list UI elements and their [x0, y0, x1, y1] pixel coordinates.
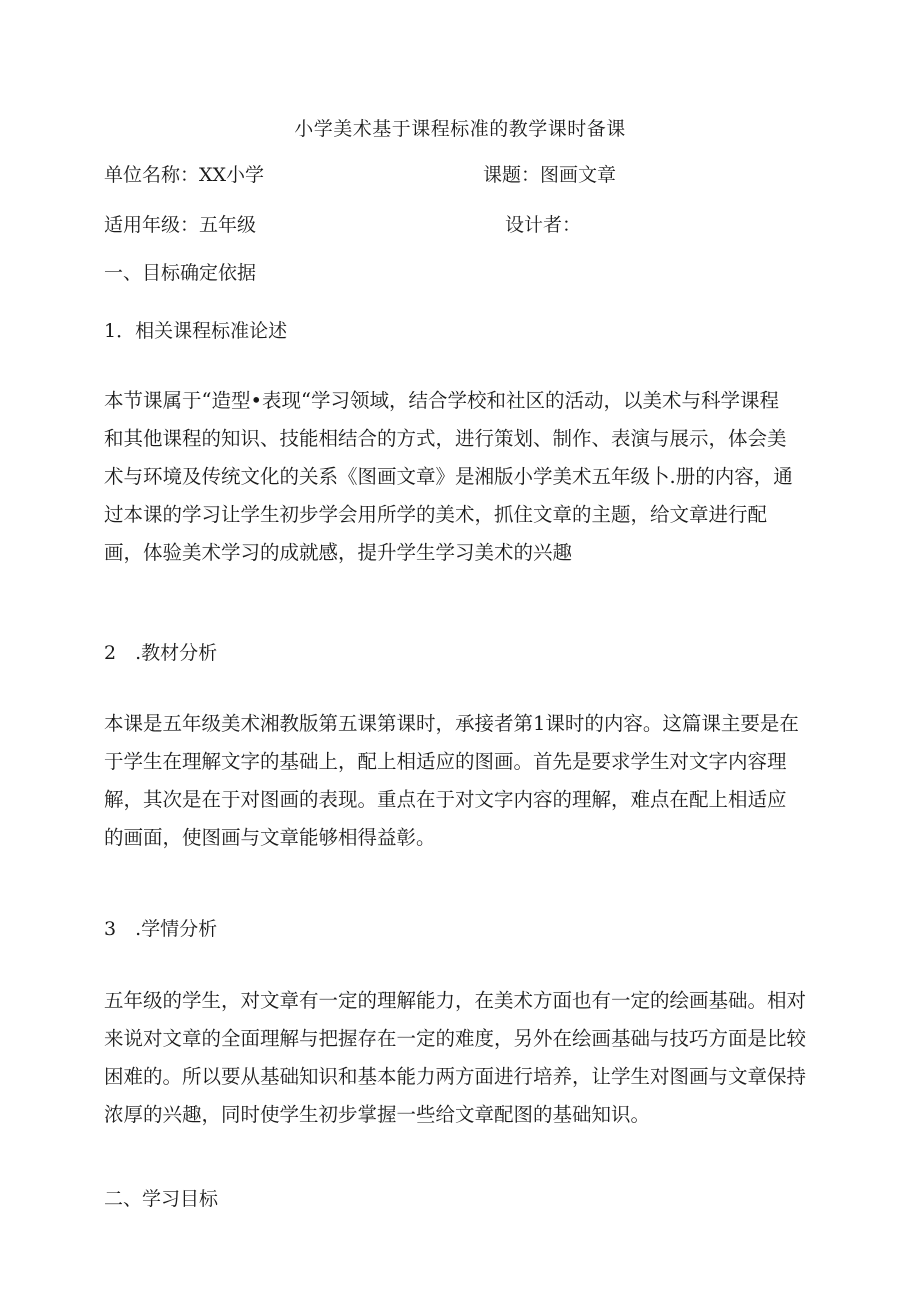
subsection-heading-textbook-analysis: 2 .教材分析	[104, 642, 218, 664]
paragraph-line: 五年级的学生，对文章有一定的理解能力，在美术方面也有一定的绘画基础。相对	[104, 989, 807, 1012]
paragraph-line: 的画面，使图画与文章能够相得益彰。	[104, 826, 436, 849]
paragraph-line: 来说对文章的全面理解与把握存在一定的难度，另外在绘画基础与技巧方面是比较	[104, 1027, 807, 1050]
lesson-topic: 课题：图画文章	[483, 164, 617, 186]
paragraph-line: 画，体验美术学习的成就感，提升学生学习美术的兴趣	[104, 541, 573, 564]
paragraph-line: 解，其次是在于对图画的表现。重点在于对文字内容的理解，难点在配上相适应	[104, 788, 787, 811]
paragraph-line: 过本课的学习让学生初步学会用所学的美术，抓住文章的主题，给文章进行配	[104, 503, 768, 526]
subsection-heading-student-analysis: 3 .学情分析	[104, 918, 218, 940]
paragraph-line: 本课是五年级美术湘教版第五课第课时，承接者第1课时的内容。这篇课主要是在	[104, 712, 799, 735]
paragraph-line: 术与环境及传统文化的关系《图画文章》是湘版小学美术五年级卜.册的内容，通	[104, 465, 793, 488]
paragraph-line: 本节课属于“造型•表现“学习领域，结合学校和社区的活动，以美术与科学课程	[104, 389, 779, 412]
paragraph-line: 和其他课程的知识、技能相结合的方式，进行策划、制作、表演与展示，体会美	[104, 427, 787, 450]
document-title: 小学美术基于课程标准的教学课时备课	[294, 118, 626, 140]
subsection-heading-curriculum-standards: 1．相关课程标准论述	[104, 320, 288, 342]
applicable-grade: 适用年级：五年级	[104, 214, 257, 236]
unit-name: 单位名称：XX小学	[104, 164, 265, 186]
paragraph-line: 于学生在理解文字的基础上，配上相适应的图画。首先是要求学生对文字内容理	[104, 750, 787, 773]
paragraph-line: 困难的。所以要从基础知识和基本能力两方面进行培养，让学生对图画与文章保持	[104, 1065, 807, 1088]
paragraph-student-analysis	[104, 982, 824, 1134]
section-heading-goal-basis: 一、目标确定依据	[104, 262, 257, 284]
section-heading-learning-goals: 二、学习目标	[104, 1188, 219, 1210]
paragraph-line: 浓厚的兴趣，同时使学生初步掌握一些给文章配图的基础知识。	[104, 1103, 651, 1126]
paragraph-curriculum-standards	[104, 382, 824, 572]
paragraph-textbook-analysis	[104, 705, 824, 857]
designer-label: 设计者：	[505, 214, 582, 236]
